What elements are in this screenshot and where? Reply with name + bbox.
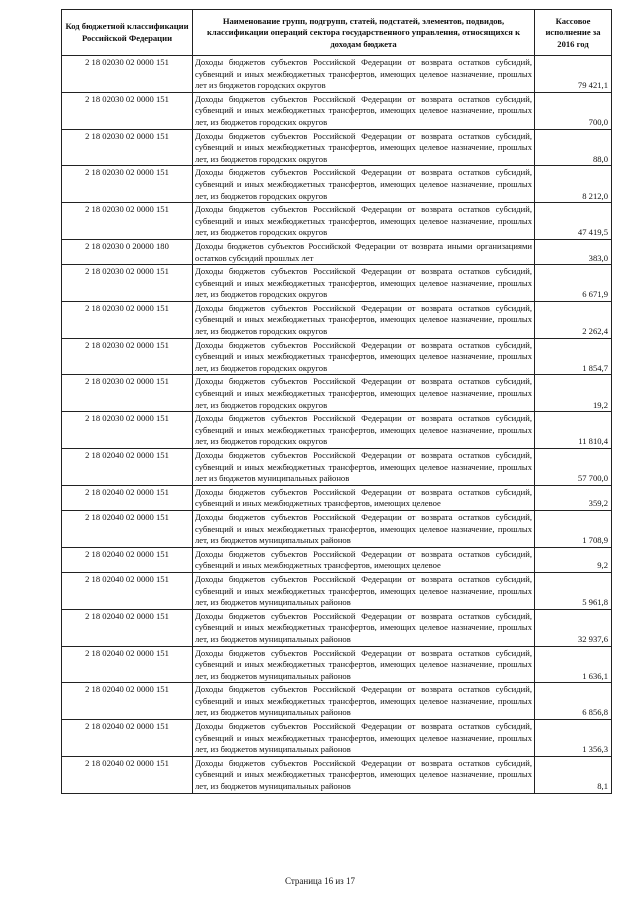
budget-code-cell: 2 18 02030 02 0000 151	[62, 56, 193, 93]
revenue-name-cell: Доходы бюджетов субъектов Российской Федерации от возврата иными организациями остатков субсидий прошлых лет	[193, 239, 535, 264]
table-row	[62, 683, 612, 720]
budget-code-cell: 2 18 02040 02 0000 151	[62, 572, 193, 609]
amount-cell: 5 961,8	[535, 572, 612, 609]
table-row	[62, 239, 612, 264]
amount-cell: 6 856,8	[535, 683, 612, 720]
table-row	[62, 609, 612, 646]
budget-code-cell: 2 18 02030 02 0000 151	[62, 265, 193, 302]
budget-revenue-table	[61, 9, 612, 794]
table-row	[62, 485, 612, 510]
budget-code-cell: 2 18 02040 02 0000 151	[62, 720, 193, 757]
budget-code-cell: 2 18 02030 02 0000 151	[62, 92, 193, 129]
revenue-name-cell: Доходы бюджетов субъектов Российской Федерации от возврата остатков субсидий, субвенций и иных межбюджетных трансфертов, имеющих целевое назначение, прошлых лет, из бюджетов муниципальных районов	[193, 720, 535, 757]
budget-code-cell: 2 18 02030 02 0000 151	[62, 301, 193, 338]
document-page	[61, 9, 611, 794]
revenue-name-cell: Доходы бюджетов субъектов Российской Федерации от возврата остатков субсидий, субвенций и иных межбюджетных трансфертов, имеющих целевое назначение, прошлых лет, из бюджетов муниципальных районов	[193, 510, 535, 547]
revenue-name-cell: Доходы бюджетов субъектов Российской Федерации от возврата остатков субсидий, субвенций и иных межбюджетных трансфертов, имеющих целевое назначение, прошлых лет, из бюджетов муниципальных районов	[193, 572, 535, 609]
table-row	[62, 301, 612, 338]
budget-code-cell: 2 18 02040 02 0000 151	[62, 485, 193, 510]
revenue-name-cell: Доходы бюджетов субъектов Российской Федерации от возврата остатков субсидий, субвенций и иных межбюджетных трансфертов, имеющих целевое назначение, прошлых лет, из бюджетов муниципальных районов	[193, 756, 535, 793]
revenue-name-cell: Доходы бюджетов субъектов Российской Федерации от возврата остатков субсидий, субвенций и иных межбюджетных трансфертов, имеющих целевое назначение, прошлых лет, из бюджетов городских округов	[193, 412, 535, 449]
budget-code-cell: 2 18 02040 02 0000 151	[62, 609, 193, 646]
budget-code-cell: 2 18 02030 02 0000 151	[62, 338, 193, 375]
table-row	[62, 412, 612, 449]
revenue-name-cell: Доходы бюджетов субъектов Российской Федерации от возврата остатков субсидий, субвенций и иных межбюджетных трансфертов, имеющих целевое назначение, прошлых лет, из бюджетов городских округов	[193, 92, 535, 129]
table-row	[62, 572, 612, 609]
table-row	[62, 203, 612, 240]
amount-cell: 6 671,9	[535, 265, 612, 302]
amount-cell: 11 810,4	[535, 412, 612, 449]
amount-cell: 1 636,1	[535, 646, 612, 683]
revenue-name-cell: Доходы бюджетов субъектов Российской Федерации от возврата остатков субсидий, субвенций и иных межбюджетных трансфертов, имеющих целевое назначение, прошлых лет из бюджетов муниципальных районов	[193, 449, 535, 486]
revenue-name-cell: Доходы бюджетов субъектов Российской Федерации от возврата остатков субсидий, субвенций и иных межбюджетных трансфертов, имеющих целевое назначение, прошлых лет из бюджетов городских округов	[193, 56, 535, 93]
revenue-name-cell: Доходы бюджетов субъектов Российской Федерации от возврата остатков субсидий, субвенций и иных межбюджетных трансфертов, имеющих целевое	[193, 547, 535, 572]
table-row	[62, 338, 612, 375]
table-row	[62, 510, 612, 547]
table-row	[62, 56, 612, 93]
table-row	[62, 129, 612, 166]
table-row	[62, 449, 612, 486]
revenue-name-cell: Доходы бюджетов субъектов Российской Федерации от возврата остатков субсидий, субвенций и иных межбюджетных трансфертов, имеющих целевое назначение, прошлых лет, из бюджетов муниципальных районов	[193, 609, 535, 646]
table-row	[62, 265, 612, 302]
amount-cell: 57 700,0	[535, 449, 612, 486]
page-number: Страница 16 из 17	[285, 876, 355, 886]
revenue-name-cell: Доходы бюджетов субъектов Российской Федерации от возврата остатков субсидий, субвенций и иных межбюджетных трансфертов, имеющих целевое	[193, 485, 535, 510]
revenue-name-cell: Доходы бюджетов субъектов Российской Федерации от возврата остатков субсидий, субвенций и иных межбюджетных трансфертов, имеющих целевое назначение, прошлых лет, из бюджетов городских округов	[193, 265, 535, 302]
amount-cell: 79 421,1	[535, 56, 612, 93]
revenue-name-cell: Доходы бюджетов субъектов Российской Федерации от возврата остатков субсидий, субвенций и иных межбюджетных трансфертов, имеющих целевое назначение, прошлых лет, из бюджетов городских округов	[193, 166, 535, 203]
budget-code-cell: 2 18 02030 02 0000 151	[62, 412, 193, 449]
amount-cell: 1 854,7	[535, 338, 612, 375]
header-name: Наименование групп, подгрупп, статей, подстатей, элементов, подвидов, классификации операций сектора государственного управления, относящихся к доходам бюджета	[193, 10, 535, 56]
budget-code-cell: 2 18 02030 0 20000 180	[62, 239, 193, 264]
revenue-name-cell: Доходы бюджетов субъектов Российской Федерации от возврата остатков субсидий, субвенций и иных межбюджетных трансфертов, имеющих целевое назначение, прошлых лет, из бюджетов городских округов	[193, 338, 535, 375]
budget-code-cell: 2 18 02040 02 0000 151	[62, 756, 193, 793]
revenue-name-cell: Доходы бюджетов субъектов Российской Федерации от возврата остатков субсидий, субвенций и иных межбюджетных трансфертов, имеющих целевое назначение, прошлых лет, из бюджетов городских округов	[193, 129, 535, 166]
budget-code-cell: 2 18 02030 02 0000 151	[62, 203, 193, 240]
amount-cell: 88,0	[535, 129, 612, 166]
table-row	[62, 646, 612, 683]
table-row	[62, 92, 612, 129]
budget-code-cell: 2 18 02030 02 0000 151	[62, 129, 193, 166]
amount-cell: 8,1	[535, 756, 612, 793]
table-row	[62, 375, 612, 412]
revenue-name-cell: Доходы бюджетов субъектов Российской Федерации от возврата остатков субсидий, субвенций и иных межбюджетных трансфертов, имеющих целевое назначение, прошлых лет, из бюджетов муниципальных районов	[193, 683, 535, 720]
table-row	[62, 547, 612, 572]
amount-cell: 359,2	[535, 485, 612, 510]
amount-cell: 1 356,3	[535, 720, 612, 757]
table-row	[62, 756, 612, 793]
budget-code-cell: 2 18 02040 02 0000 151	[62, 547, 193, 572]
amount-cell: 47 419,5	[535, 203, 612, 240]
amount-cell: 19,2	[535, 375, 612, 412]
amount-cell: 2 262,4	[535, 301, 612, 338]
budget-code-cell: 2 18 02030 02 0000 151	[62, 375, 193, 412]
budget-code-cell: 2 18 02040 02 0000 151	[62, 683, 193, 720]
budget-code-cell: 2 18 02040 02 0000 151	[62, 510, 193, 547]
table-body	[62, 56, 612, 794]
budget-code-cell: 2 18 02040 02 0000 151	[62, 449, 193, 486]
amount-cell: 700,0	[535, 92, 612, 129]
header-code: Код бюджетной классификации Российской Федерации	[62, 10, 193, 56]
amount-cell: 8 212,0	[535, 166, 612, 203]
header-amount: Кассовое исполнение за 2016 год	[535, 10, 612, 56]
revenue-name-cell: Доходы бюджетов субъектов Российской Федерации от возврата остатков субсидий, субвенций и иных межбюджетных трансфертов, имеющих целевое назначение, прошлых лет, из бюджетов городских округов	[193, 375, 535, 412]
revenue-name-cell: Доходы бюджетов субъектов Российской Федерации от возврата остатков субсидий, субвенций и иных межбюджетных трансфертов, имеющих целевое назначение, прошлых лет, из бюджетов городских округов	[193, 301, 535, 338]
table-header-row	[62, 10, 612, 56]
amount-cell: 9,2	[535, 547, 612, 572]
table-row	[62, 720, 612, 757]
budget-code-cell: 2 18 02030 02 0000 151	[62, 166, 193, 203]
revenue-name-cell: Доходы бюджетов субъектов Российской Федерации от возврата остатков субсидий, субвенций и иных межбюджетных трансфертов, имеющих целевое назначение, прошлых лет, из бюджетов городских округов	[193, 203, 535, 240]
amount-cell: 383,0	[535, 239, 612, 264]
table-row	[62, 166, 612, 203]
amount-cell: 1 708,9	[535, 510, 612, 547]
budget-code-cell: 2 18 02040 02 0000 151	[62, 646, 193, 683]
amount-cell: 32 937,6	[535, 609, 612, 646]
revenue-name-cell: Доходы бюджетов субъектов Российской Федерации от возврата остатков субсидий, субвенций и иных межбюджетных трансфертов, имеющих целевое назначение, прошлых лет, из бюджетов муниципальных районов	[193, 646, 535, 683]
